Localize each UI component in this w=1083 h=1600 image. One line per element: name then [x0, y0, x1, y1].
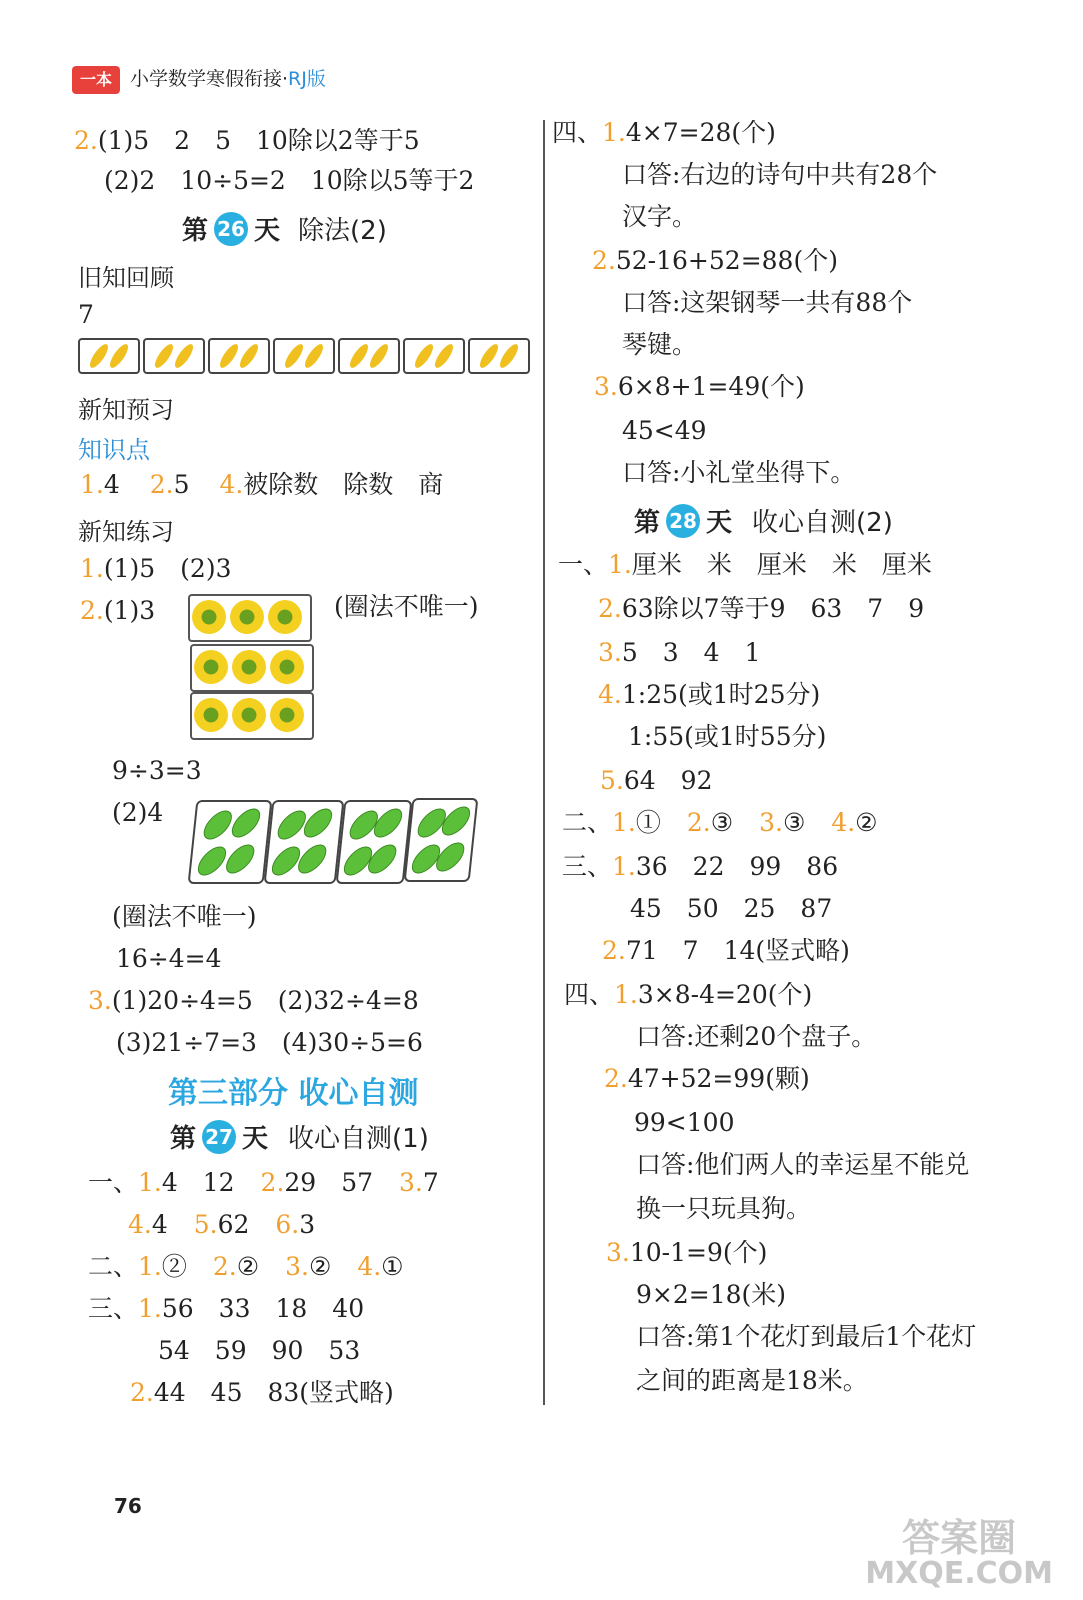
item-number: 3. [285, 1252, 309, 1281]
r-s4-cmp3: 45<49 [622, 416, 707, 445]
answer-text: ② [236, 1252, 260, 1281]
day-prefix: 第 [170, 1124, 197, 1154]
practice-2-eq1: 9÷3=3 [112, 756, 202, 785]
answer-text: (1)20÷4=5 (2)32÷4=8 [111, 986, 419, 1015]
section-label: 二、 [562, 808, 613, 837]
answer-text: 厘米 米 厘米 米 厘米 [631, 550, 932, 579]
knowledge-answers [80, 470, 443, 500]
day27-s1-line1 [88, 1168, 439, 1198]
practice-2-part2: (2)4 [112, 798, 164, 827]
r-s4-q2 [592, 246, 838, 276]
item-number: 1. [138, 1252, 162, 1281]
left-q2-line1 [74, 126, 420, 156]
item-number: 2. [592, 246, 616, 275]
item-number: 6. [275, 1210, 300, 1239]
item-number: 2. [604, 1064, 628, 1093]
day27-s3-line3 [130, 1378, 394, 1408]
answer-text: ③ [782, 808, 806, 837]
answer-text: 4 [151, 1210, 168, 1239]
item-number: 2. [598, 594, 622, 623]
r-s4-ans1b: 汉字。 [622, 202, 698, 231]
day-prefix: 第 [182, 216, 209, 246]
item-number: 2. [80, 596, 104, 625]
item-number: 1. [138, 1294, 162, 1323]
answer-text: ① [381, 1252, 404, 1281]
flower-icon [268, 600, 302, 634]
answer-text: 71 7 14(竖式略) [625, 936, 850, 965]
r-t1-q3 [598, 638, 760, 668]
r-t4-q2 [604, 1064, 810, 1094]
day-number-badge: 28 [666, 504, 700, 538]
answer-text: 6×8+1=49(个) [617, 372, 805, 401]
practice-heading: 新知练习 [78, 518, 174, 546]
banana-group [273, 338, 335, 374]
r-t1-q4a [598, 680, 820, 710]
r-t2 [562, 808, 878, 838]
section-label: 四、 [552, 118, 603, 147]
answer-text: 1:25(或1时25分) [621, 680, 821, 709]
item-number: 5. [600, 766, 624, 795]
answer-text: 7 [422, 1168, 439, 1197]
section-label: 一、 [88, 1168, 139, 1197]
r-t4-ans2b: 换一只玩具狗。 [636, 1194, 812, 1223]
day-subject: 收心自测(1) [288, 1124, 429, 1154]
r-t4-ans2a: 口答:他们两人的幸运星不能兑 [636, 1150, 970, 1179]
leaf-group [188, 800, 273, 884]
r-t3-line3 [602, 936, 850, 966]
practice-1 [80, 554, 232, 584]
answer-text: 5 3 4 1 [621, 638, 761, 667]
r-s4-ans1a: 口答:右边的诗句中共有28个 [622, 160, 938, 189]
section-label: 三、 [88, 1294, 139, 1323]
r-t4-q3 [606, 1238, 767, 1268]
practice-2-note: (圈法不唯一) [334, 592, 479, 621]
flower-icon [194, 698, 228, 732]
leaf-group [336, 800, 413, 884]
day-prefix: 第 [634, 508, 661, 538]
answer-text: 63除以7等于9 63 7 9 [621, 594, 925, 623]
item-number: 3. [88, 986, 112, 1015]
day-subject: 除法(2) [298, 216, 387, 246]
r-s4-ans2a: 口答:这架钢琴一共有88个 [622, 288, 913, 317]
practice-2-part1 [80, 596, 155, 626]
flower-group [190, 644, 314, 692]
item-number: 4. [598, 680, 622, 709]
item-number: 1. [80, 470, 104, 499]
answer-text: 52-16+52=88(个) [615, 246, 838, 275]
r-t3-line2: 45 50 25 87 [630, 894, 833, 923]
answer-text: ② [161, 1252, 187, 1281]
section-label: 一、 [558, 550, 609, 579]
item-number: 1. [614, 980, 638, 1009]
answer-text: 4 [103, 470, 120, 499]
r-t4-q1 [564, 980, 812, 1010]
answer-text: (1)3 [103, 596, 156, 625]
preview-heading: 新知预习 [78, 396, 174, 424]
review-heading: 旧知回顾 [78, 264, 174, 292]
answer-text: 29 57 [284, 1168, 374, 1197]
answer-text: (1)5 2 5 10除以2等于5 [97, 126, 420, 155]
answer-text: 4 12 [161, 1168, 235, 1197]
day-subject: 收心自测(2) [752, 508, 893, 538]
flower-icon [194, 650, 228, 684]
item-number: 5. [193, 1210, 218, 1239]
item-number: 1. [138, 1168, 162, 1197]
answer-text: 3 [299, 1210, 316, 1239]
r-t1-q1 [558, 550, 932, 580]
r-t4-eq3b: 9×2=18(米) [636, 1280, 787, 1309]
banana-group [338, 338, 400, 374]
practice-2-eq2: 16÷4=4 [116, 944, 222, 973]
item-number: 4. [357, 1252, 382, 1281]
item-number: 2. [130, 1378, 154, 1407]
answer-text: 36 22 99 86 [635, 852, 839, 881]
item-number: 3. [606, 1238, 630, 1267]
answer-text: 62 [217, 1210, 250, 1239]
item-number: 2. [212, 1252, 237, 1281]
item-number: 2. [149, 470, 174, 499]
answer-text: 47+52=99(颗) [627, 1064, 810, 1093]
r-t1-q4b: 1:55(或1时55分) [628, 722, 827, 751]
practice-3-line2: (3)21÷7=3 (4)30÷5=6 [116, 1028, 423, 1057]
banana-group [208, 338, 270, 374]
answer-text: 被除数 除数 商 [243, 470, 444, 499]
answer-text: 4×7=28(个) [625, 118, 776, 147]
answer-text: 56 33 18 40 [161, 1294, 365, 1323]
brand-logo: 一本 [72, 66, 120, 94]
banana-groups-illustration [78, 338, 533, 374]
item-number: 3. [598, 638, 622, 667]
answer-text: (1)5 (2)3 [103, 554, 232, 583]
day27-title [170, 1118, 429, 1155]
answer-text: ② [308, 1252, 332, 1281]
flower-icon [230, 600, 264, 634]
day-number-badge: 26 [214, 212, 248, 246]
day27-s1-line2 [128, 1210, 315, 1240]
answer-text: 3×8-4=20(个) [637, 980, 813, 1009]
item-number: 2. [686, 808, 711, 837]
day-suffix: 天 [254, 216, 281, 246]
item-number: 3. [759, 808, 783, 837]
knowledge-heading: 知识点 [78, 436, 150, 464]
leaf-group [404, 798, 479, 882]
r-t4-ans3b: 之间的距离是18米。 [636, 1366, 868, 1395]
watermark-line2: MXQE.COM [865, 1556, 1053, 1591]
answer-text: ① [635, 808, 661, 837]
left-q2-line2: (2)2 10÷5=2 10除以5等于2 [104, 166, 475, 195]
r-s4-ans2b: 琴键。 [622, 330, 698, 359]
r-t4-ans3a: 口答:第1个花灯到最后1个花灯 [636, 1322, 977, 1351]
answer-text: 64 92 [623, 766, 713, 795]
page-number: 76 [114, 1494, 142, 1518]
day-suffix: 天 [242, 1124, 269, 1154]
column-divider [543, 120, 545, 1405]
r-t3-line1 [562, 852, 838, 882]
day26-title [182, 210, 387, 247]
flower-icon [192, 600, 226, 634]
answer-text: ③ [710, 808, 734, 837]
item-number: 3. [594, 372, 618, 401]
header-title [130, 66, 326, 92]
item-number: 3. [398, 1168, 423, 1197]
item-number: 4. [831, 808, 856, 837]
part3-title: 第三部分 收心自测 [168, 1076, 419, 1111]
flower-icon [232, 650, 266, 684]
r-s4-ans3: 口答:小礼堂坐得下。 [622, 458, 856, 487]
section-label: 二、 [88, 1252, 139, 1281]
day28-title [634, 502, 893, 539]
banana-group [403, 338, 465, 374]
item-number: 4. [219, 470, 244, 499]
flower-icon [270, 698, 304, 732]
flower-group [190, 692, 314, 740]
section-label: 四、 [564, 980, 615, 1009]
day27-s3-line2: 54 59 90 53 [158, 1336, 361, 1365]
r-t4-cmp2: 99<100 [634, 1108, 735, 1137]
day27-s3-line1 [88, 1294, 364, 1324]
item-number: 1. [602, 118, 626, 147]
answer-text: ② [855, 808, 878, 837]
banana-group [143, 338, 205, 374]
leaf-group [264, 800, 345, 884]
flower-icon [232, 698, 266, 732]
header-title-text: 小学数学寒假衔接· [130, 68, 289, 90]
review-value: 7 [78, 300, 94, 329]
item-number: 1. [612, 808, 636, 837]
r-t4-ans1: 口答:还剩20个盘子。 [636, 1022, 877, 1051]
item-number: 2. [74, 126, 98, 155]
answer-text: 44 45 83(竖式略) [153, 1378, 394, 1407]
practice-3-line1 [88, 986, 419, 1016]
item-number: 2. [602, 936, 626, 965]
section-label: 三、 [562, 852, 613, 881]
r-s4-q1 [552, 118, 776, 148]
item-number: 2. [260, 1168, 285, 1197]
flower-group [188, 594, 312, 642]
answer-text: 5 [173, 470, 190, 499]
watermark-line1: 答案圈 [902, 1516, 1017, 1560]
r-t1-q2 [598, 594, 924, 624]
item-number: 4. [128, 1210, 152, 1239]
banana-group [78, 338, 140, 374]
watermark-logo [865, 1518, 1053, 1590]
r-t1-q5 [600, 766, 712, 796]
item-number: 1. [80, 554, 104, 583]
day-suffix: 天 [706, 508, 733, 538]
day-number-badge: 27 [202, 1120, 236, 1154]
flower-icon [270, 650, 304, 684]
r-s4-q3 [594, 372, 805, 402]
item-number: 1. [612, 852, 636, 881]
banana-group [468, 338, 530, 374]
practice-2-note2: (圈法不唯一) [112, 902, 257, 931]
answer-text: 10-1=9(个) [629, 1238, 768, 1267]
item-number: 1. [608, 550, 632, 579]
header-edition: RJ版 [288, 68, 326, 90]
day27-s2 [88, 1252, 404, 1282]
